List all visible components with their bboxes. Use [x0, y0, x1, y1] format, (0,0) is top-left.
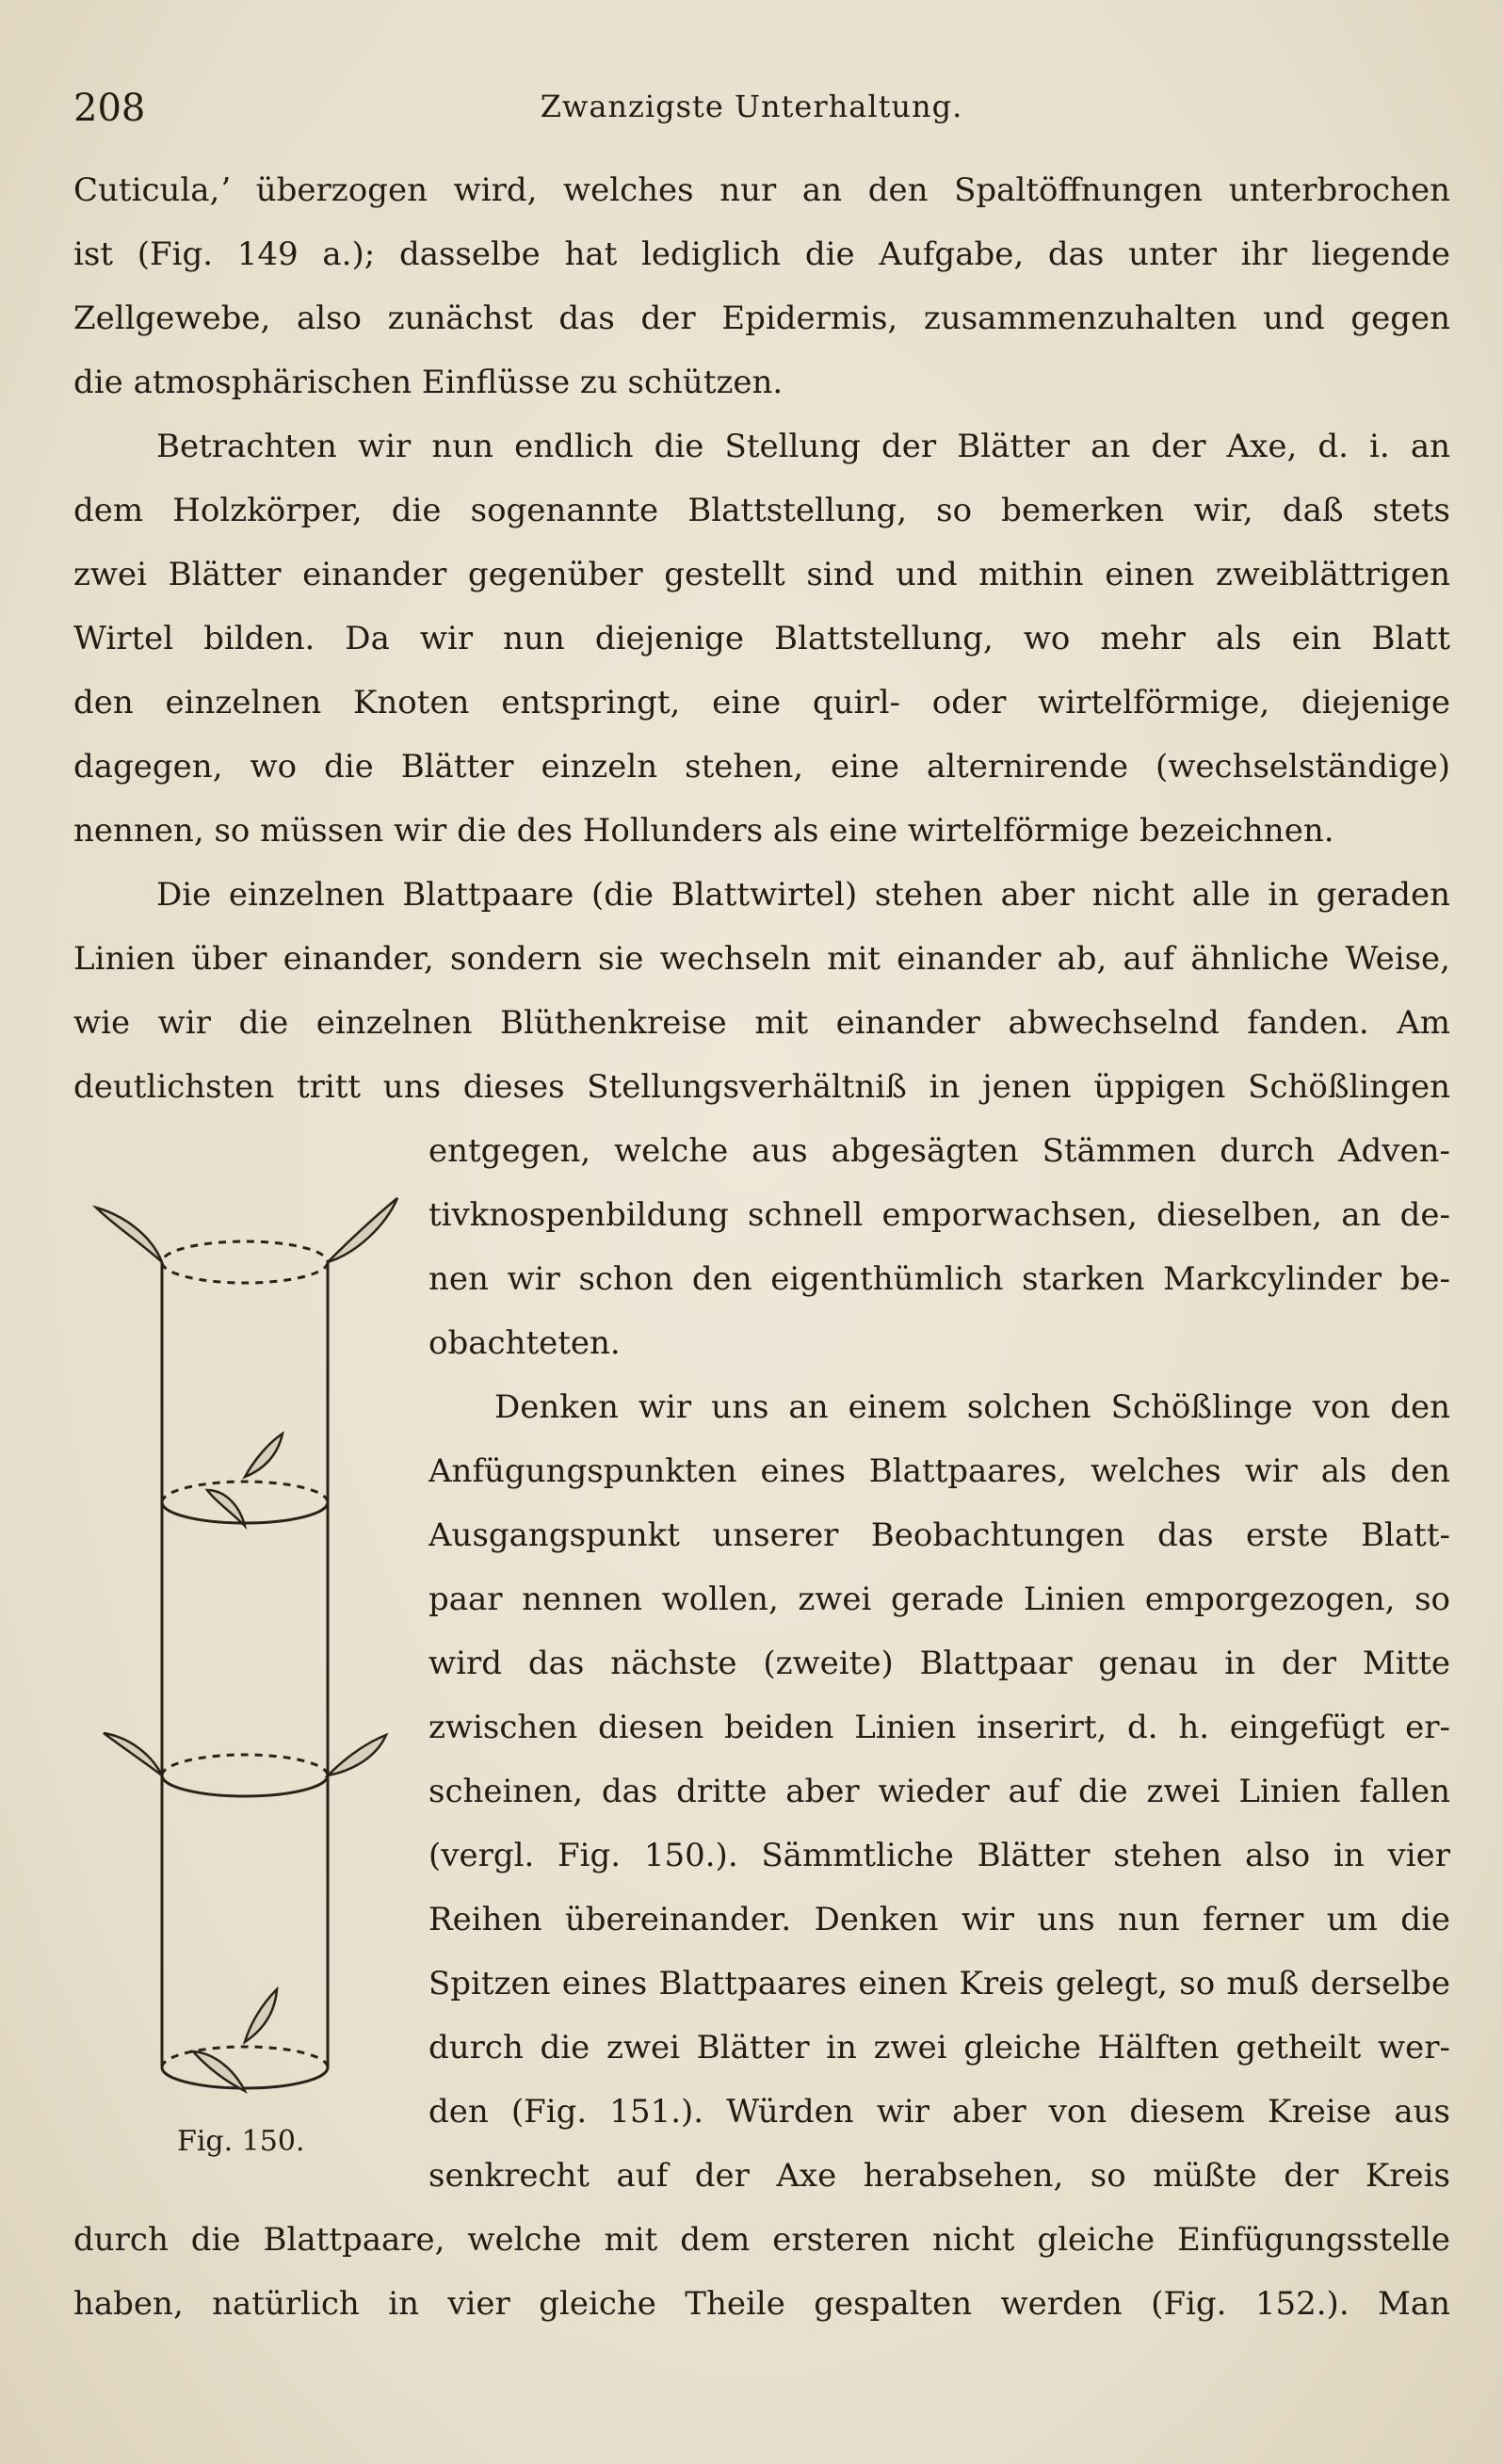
- node-ellipse: [162, 1502, 328, 1523]
- text-line: Wirtel bilden. Da wir nun diejenige Blattstellung, wo mehr als ein Blatt: [73, 620, 1450, 657]
- text-line: Ausgangspunkt unserer Beobachtungen das erste Blatt-: [428, 1516, 1450, 1554]
- text-line: Die einzelnen Blattpaare (die Blattwirtel) stehen aber nicht alle in geraden: [156, 876, 1450, 914]
- text-line: Anfügungspunkten eines Blattpaares, welches wir als den: [428, 1452, 1450, 1490]
- text-line: durch die Blattpaare, welche mit dem ersteren nicht gleiche Einfügungsstelle: [73, 2221, 1450, 2259]
- text-line: Zellgewebe, also zunächst das der Epidermis, zusammenzuhalten und gegen: [73, 300, 1450, 337]
- text-line: zwei Blätter einander gegenüber gestellt sind und mithin einen zweiblättrigen: [73, 556, 1450, 593]
- leaf-icon: [96, 1208, 162, 1262]
- running-title: Zwanzigste Unterhaltung.: [540, 89, 963, 124]
- leaf-icon: [328, 1198, 397, 1262]
- figure-caption: Fig. 150.: [177, 2125, 305, 2158]
- text-line: durch die zwei Blätter in zwei gleiche Hälften getheilt wer-: [428, 2029, 1450, 2067]
- text-line: (vergl. Fig. 150.). Sämmtliche Blätter stehen also in vier: [428, 1837, 1450, 1874]
- text-line: dem Holzkörper, die sogenannte Blattstellung, so bemerken wir, daß stets: [73, 492, 1450, 529]
- text-line: zwischen diesen beiden Linien inserirt, d. h. eingefügt er-: [428, 1709, 1450, 1746]
- text-line: wie wir die einzelnen Blüthenkreise mit einander abwechselnd fanden. Am: [73, 1004, 1450, 1042]
- leaf-icon: [245, 1434, 283, 1477]
- node-ellipse: [162, 2067, 328, 2088]
- text-line: den einzelnen Knoten entspringt, eine quirl- oder wirtelförmige, diejenige: [73, 684, 1450, 721]
- text-line: den (Fig. 151.). Würden wir aber von diesem Kreise aus: [428, 2093, 1450, 2131]
- leaf-icon: [328, 1735, 386, 1775]
- text-line: Cuticula,ʼ überzogen wird, welches nur an den Spaltöffnungen unterbrochen: [73, 171, 1450, 209]
- text-line: Reihen übereinander. Denken wir uns nun ferner um die: [428, 1901, 1450, 1938]
- text-line: entgegen, welche aus abgesägten Stämmen durch Adven-: [428, 1132, 1450, 1170]
- text-line: obachteten.: [428, 1324, 621, 1362]
- text-line: die atmosphärischen Einflüsse zu schützen.: [73, 364, 784, 401]
- fig-150-cylinder-illustration: [75, 1187, 414, 2176]
- text-line: senkrecht auf der Axe herabsehen, so müßte der Kreis: [428, 2157, 1450, 2195]
- leaf-icon: [104, 1733, 162, 1775]
- text-line: ist (Fig. 149 a.); dasselbe hat lediglich die Aufgabe, das unter ihr liegende: [73, 235, 1450, 273]
- text-line: nennen, so müssen wir die des Hollunders als eine wirtelförmige bezeichnen.: [73, 812, 1334, 850]
- text-line: tivknospenbildung schnell emporwachsen, dieselben, an de-: [428, 1196, 1450, 1234]
- leaf-icon: [245, 1989, 277, 2042]
- node-ellipse: [162, 1482, 328, 1502]
- node-ellipse: [162, 1241, 328, 1283]
- text-line: Betrachten wir nun endlich die Stellung der Blätter an der Axe, d. i. an: [156, 428, 1450, 465]
- text-line: haben, natürlich in vier gleiche Theile gespalten werden (Fig. 152.). Man: [73, 2285, 1450, 2323]
- text-line: Linien über einander, sondern sie wechseln mit einander ab, auf ähnliche Weise,: [73, 940, 1450, 978]
- text-line: dagegen, wo die Blätter einzeln stehen, eine alternirende (wechselständige): [73, 748, 1450, 786]
- page-number: 208: [73, 87, 146, 130]
- text-line: Denken wir uns an einem solchen Schößlinge von den: [494, 1388, 1450, 1426]
- text-line: Spitzen eines Blattpaares einen Kreis gelegt, so muß derselbe: [428, 1965, 1450, 2002]
- node-ellipse: [162, 1755, 328, 1775]
- node-ellipse: [162, 2047, 328, 2067]
- text-line: deutlichsten tritt uns dieses Stellungsverhältniß in jenen üppigen Schößlingen: [73, 1068, 1450, 1106]
- text-line: scheinen, das dritte aber wieder auf die zwei Linien fallen: [428, 1773, 1450, 1810]
- node-ellipse: [162, 1775, 328, 1796]
- text-line: wird das nächste (zweite) Blattpaar genau in der Mitte: [428, 1645, 1450, 1682]
- text-line: nen wir schon den eigenthümlich starken Markcylinder be-: [428, 1260, 1450, 1298]
- text-line: paar nennen wollen, zwei gerade Linien emporgezogen, so: [428, 1581, 1450, 1618]
